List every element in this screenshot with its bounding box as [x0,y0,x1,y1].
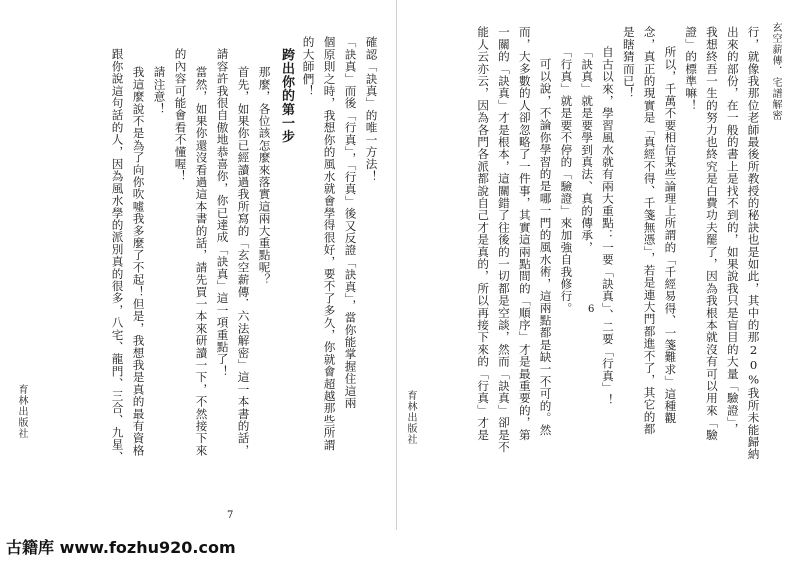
right-text-column: 「訣真」就是要學到真法、真的傳承， [580,46,595,254]
right-text-column: 而，大多數的人卻忽略了一件事，其實這兩點間的「順序」才是最重要的，第 [517,26,532,441]
left-page-number: 7 [227,510,234,521]
left-text-column: 請注意！ [152,66,167,115]
left-text-column: 那麼，各位該怎麼來落實這兩大重點呢？ [257,66,272,286]
left-text-column: 跟你說這句話的人，因為風水學的派別真的很多，八宅、龍門、三合、九星、 [110,48,125,463]
right-publisher: 育林出版社 [405,390,416,445]
right-text-column: 是瞎猜而已！ [621,26,636,100]
left-text-column: 「訣真」而後「行真」，「行真」後又反證「訣真」，當你能掌握住這兩 [343,36,358,409]
site-watermark: 古籍库 www.fozhu920.com [6,537,236,557]
right-text-column: 能人云亦云，因為各門各派都說自己才是真的，所以再接下來的「行真」才是 [476,26,491,441]
right-text-column: 行，就像我那位老師最後所教授的秘訣也是如此，其中的那20%我所未能歸納 [746,26,761,461]
right-text-column: 所以，千萬不要相信某些論理上所謂的「千經易得、一箋難求」這種觀 [663,46,678,425]
left-page [0,0,396,530]
section-heading: 跨出你的第一步 [279,48,294,144]
left-publisher: 育林出版社 [16,384,27,439]
right-text-column: 我想終吾一生的努力也終究是白費功夫罷了，因為我根本就沒有可以用來「驗 [704,26,719,441]
right-text-column: 自古以來，學習風水就有兩大重點：一要「訣真」、二要「行真」！ [600,46,615,407]
right-page [397,0,793,530]
right-page-number: 6 [588,304,595,315]
right-text-column: 念，真正的現實是「真經不得、千箋無憑」，若是連大門都進不了，其它的都 [642,26,657,435]
left-text-column: 的大師們！ [301,36,316,97]
left-text-column: 首先，如果你已經讀過我所寫的「玄空薪傳．六法解密」這一本書的話， [236,66,251,457]
right-text-column: 出來的部份，在一般的書上是找不到的，如果說我只是盲目的大量「驗證」， [725,26,740,435]
left-text-column: 當然，如果你還沒看過這本書的話，請先買一本來研讀一下，不然接下來 [194,66,209,457]
running-head: 玄空薪傳．宅譜解密 [770,22,781,121]
left-text-column: 請容許我很自傲地恭喜你，你已達成「訣真」這一項重點了！ [215,48,230,378]
left-text-column: 個原則之時，我想你的風水就會學得很好，要不了多久，你就會超越那些所謂 [322,36,337,451]
left-text-column: 我這麼說不是為了向你吹噓我多麼了不起！但是，我想我是真的最有資格 [131,66,146,457]
right-text-column: 可以說，不論你學習的是哪一門的風水術，這兩點都是缺一不可的。然 [538,58,553,437]
right-text-column: 「行真」就是要不停的「驗證」來加強自我修行。 [559,46,574,315]
right-text-column: 證」的標準嘛！ [684,26,699,112]
left-text-column: 的內容可能會看不懂喔！ [173,48,188,183]
right-text-column: 一關的「訣真」才是根本，這關錯了往後的一切都是空談，然而「訣真」卻是不 [496,26,511,453]
left-text-column: 確認「訣真」的唯一方法！ [364,36,379,183]
